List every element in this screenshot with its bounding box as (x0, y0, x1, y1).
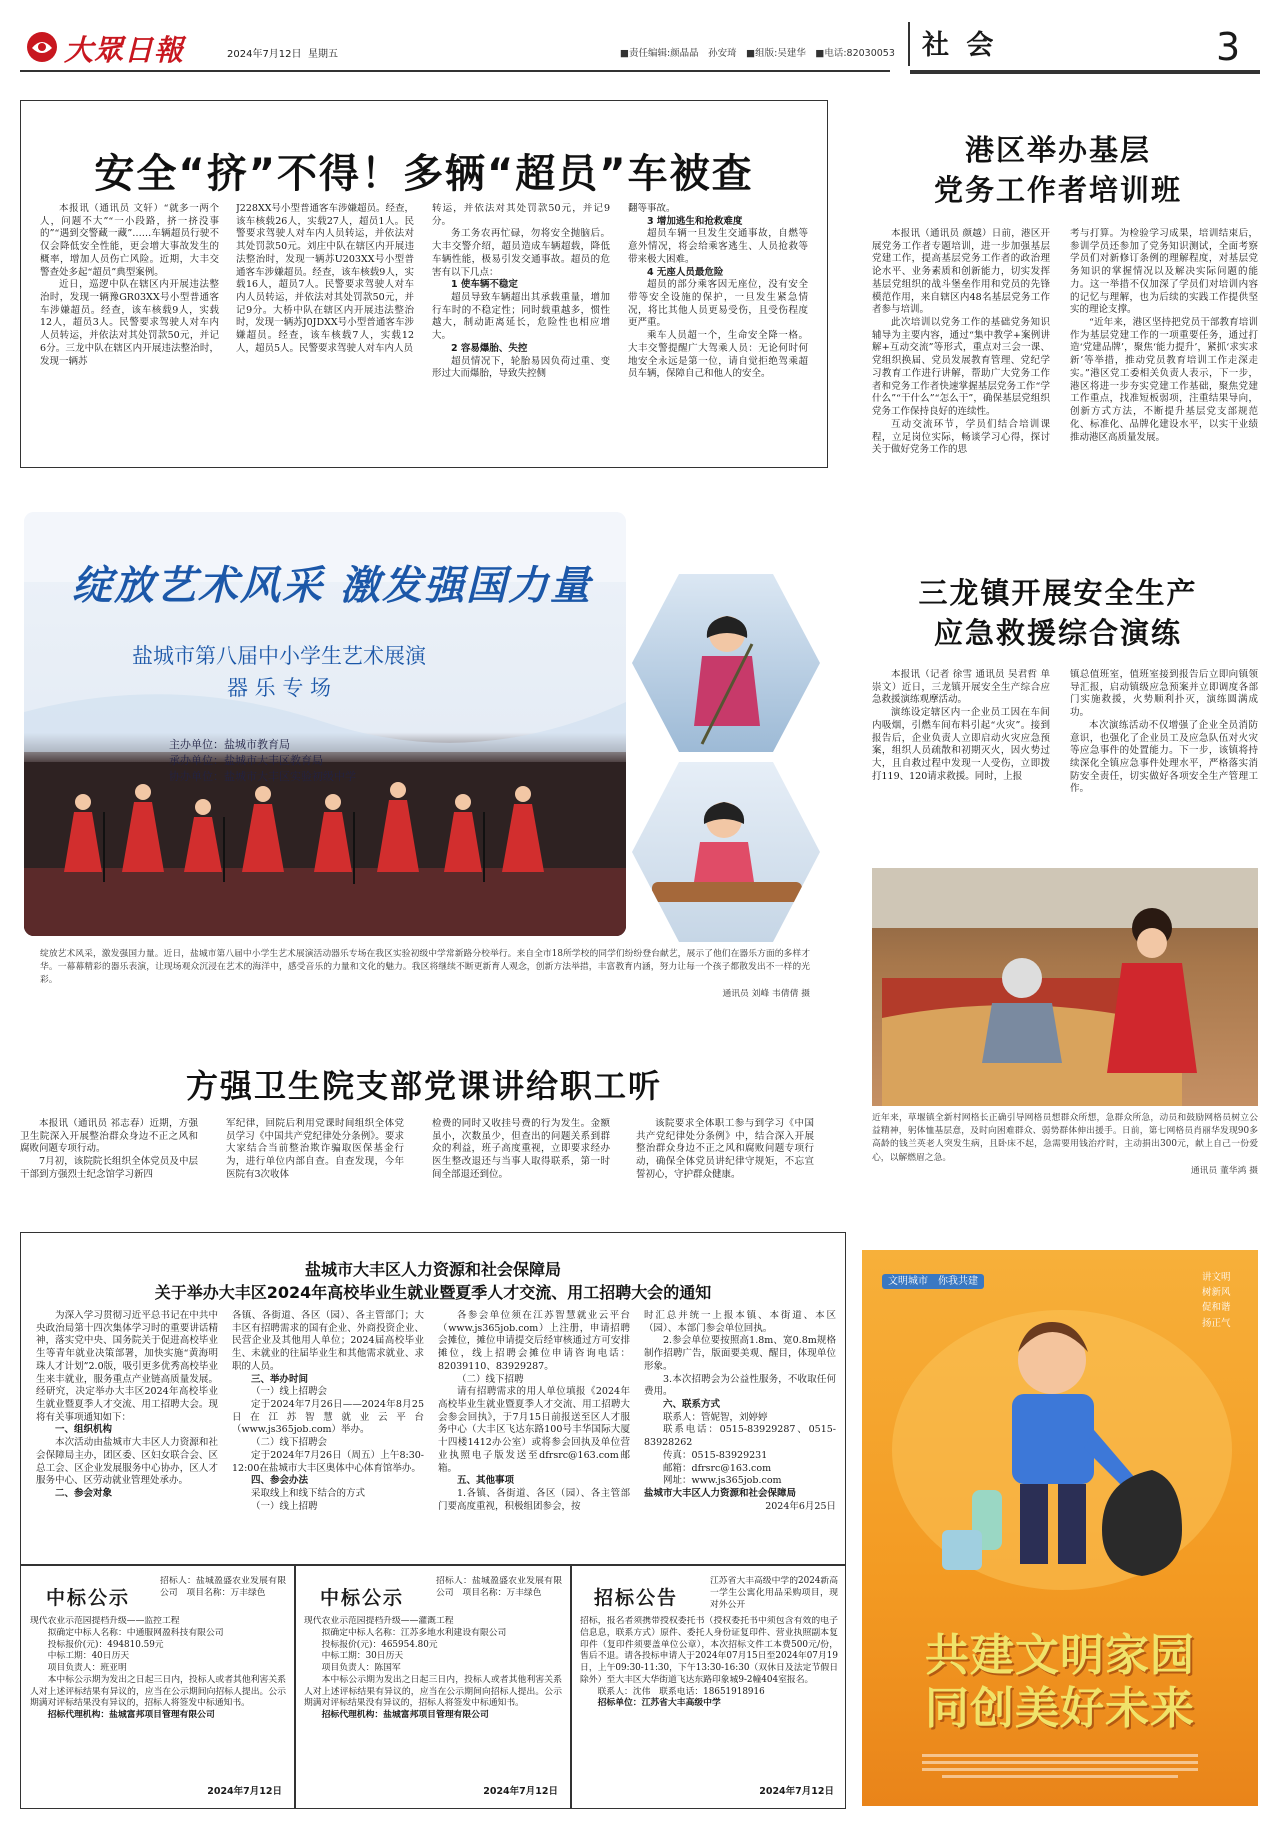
paragraph: 时汇总并统一上报本镇、本街道、本区（园）、本部门参会单位回执。 (644, 1310, 836, 1334)
notice-divider-v (570, 1564, 572, 1809)
paragraph: 互动交流环节，学员们结合培训课程，立足岗位实际，畅谈学习心得，探讨关于做好党务工作的思 (872, 418, 1050, 456)
article-port-headline (848, 130, 1268, 210)
paragraph: 邮箱：dfrsrc@163.com (663, 1462, 772, 1474)
notice-col1 (36, 1310, 218, 1546)
bid-agent: 招标代理机构：盐城富邦项目管理有限公司 (321, 1710, 489, 1721)
paragraph: 1.各镇、各街道、各区（园）、各主管部门要高度重视，积极组团参会，按 (438, 1488, 630, 1512)
bid-notice-1 (30, 1576, 286, 1806)
section-name: 社 会 (922, 30, 998, 61)
art-stage-photo (24, 512, 626, 936)
art-photo-caption (40, 948, 810, 1001)
subhead: （二）线下招聘 (457, 1373, 524, 1385)
photo-credit: 通讯员 董华鸿 摄 (1190, 1165, 1258, 1176)
logo-text: 大眾日報 (64, 33, 185, 67)
editor-line: ■责任编辑:颜晶晶 孙安琦 ■组版:吴建华 ■电话:82030053 (620, 48, 895, 59)
paragraph: 此次培训以党务工作的基础党务知识辅导为主要内容，通过“集中教学+案例讲解+互动交流”等形式，重点对三会一课、党组织换届、党员发展教育管理、党纪学习教育工作进行讲解，帮助广大党务工作者和党务工作者快速掌握基层党务工作“学什么”“干什么”“怎么干”，确保基层党组织党务工作保持良好的连续性。 (872, 317, 1050, 418)
paragraph: 为深入学习贯彻习近平总书记在中共中央政治局第十四次集体学习时的重要讲话精神，落实党中央、国务院关于促进高校毕业生等青年就业决策部署，加快实施“黄海明珠人才计划”2.0版，吸引更多优秀高校毕业生来丰就业，服务重点产业链高质量发展。经研究，决定举办大丰区2024年高校毕业生就业暨夏季人才交流、用工招聘大会。现将有关事项通知如下： (36, 1310, 218, 1423)
bid-notice-2 (304, 1576, 562, 1806)
tender-notice-date: 2024年7月12日 (759, 1786, 834, 1797)
paragraph: 联系人：沈伟 联系电话：18651918916 (597, 1686, 765, 1697)
tender-notice-head: 江苏省大丰高级中学的2024新高一学生公寓化用品采购项目，现对外公开 (710, 1576, 838, 1610)
poster-title-line: 共建文明家园 (925, 1630, 1195, 1681)
paragraph: 本次演练活动不仅增强了企业全员消防意识，也强化了企业员工及应急队伍对火灾等应急事件的处置能力。下一步，该镇将持续深化全镇应急事件处理水平，严格落实消防安全责任，切实做好各项安全生产管理工作。 (1070, 719, 1258, 795)
bid-notice-title: 中标公示 (46, 1587, 131, 1609)
paragraph: 项目负责人：班亚明 (47, 1663, 127, 1674)
tender-unit: 招标单位：江苏省大丰高级中学 (597, 1698, 721, 1709)
headline-line: 应急救援综合演练 (933, 616, 1182, 651)
newspaper-logo (24, 28, 202, 66)
bid-notice-body (304, 1616, 562, 1776)
paragraph: 超员导致车辆超出其承载重量，增加行车时的不稳定性；同时载重越多，惯性越大，制动距离延长，危险性也相应增大。 (432, 292, 610, 342)
article-port-col2 (1070, 228, 1258, 530)
paragraph: 招标，报名者须携带授权委托书（授权委托书中须包含有效的电子信息息，联系方式）原件、委托人身份证复印件、营业执照副本复印件（复印件须要盖单位公章），本次招标文件工本费500元/份，售后不退。请各投标申请人于2024年07月15日至2024年07月19日，上午09:30-11:30，下午13:30-16:30（双休日及法定节假日除外）至大丰区大华街道飞达东路印象城9-2幢404室报名。 (580, 1616, 838, 1685)
notice-col4 (644, 1310, 836, 1560)
subhead: （一）线上招聘 (251, 1500, 318, 1512)
poster-boy-illustration (862, 1290, 1258, 1600)
paragraph: 超员情况下，轮胎易因负荷过重、变形过大而爆胎，导致失控侧 (432, 355, 610, 380)
page-number: 3 (1216, 25, 1241, 69)
bid-notice-date: 2024年7月12日 (483, 1786, 558, 1797)
civility-poster (862, 1250, 1258, 1806)
poster-title-line: 同创美好未来 (925, 1682, 1195, 1734)
bid-agent: 招标代理机构：盐城富邦项目管理有限公司 (47, 1710, 215, 1721)
bid-notice-title: 中标公示 (320, 1587, 405, 1609)
photo-credit: 通讯员 刘峰 韦倩倩 摄 (722, 988, 810, 999)
notice-org: 盐城市大丰区人力资源和社会保障局 (304, 1260, 561, 1279)
subhead: 六、联系方式 (663, 1399, 721, 1411)
article-hospital-col1 (20, 1118, 198, 1198)
paragraph: 2.参会单位要按照高1.8m、宽0.8m规格制作招聘广告，版面要美观、醒目，体现单位形象。 (644, 1335, 836, 1372)
subhead: 二、参会对象 (55, 1488, 113, 1500)
article-overload-col1 (40, 203, 219, 453)
subhead: 四、参会办法 (251, 1475, 309, 1487)
poster-top-text: 文明城市 你我共建 (882, 1274, 984, 1289)
paragraph: 联系电话：0515-83929287、0515-83928262 (644, 1424, 836, 1449)
paragraph: 现代农业示范园提档升级——灌溉工程 (304, 1616, 454, 1626)
article-sanlong-col1 (872, 669, 1050, 829)
paragraph: 中标工期：30日历天 (321, 1651, 404, 1662)
paragraph: 镇总值班室，值班室接到报告后立即向镇领导汇报，启动镇级应急预案并立即调度各部门实施救援，火势顺利扑灭，演练圆满成功。 (1070, 669, 1258, 719)
article-hospital-col2 (226, 1118, 404, 1198)
caption-text: 近年来，草堰镇全新村网格长正确引导网格员想群众所想，急群众所急，动员和鼓励网格员树立公益精神，躬体恤基层意，及时向困难群众、弱势群体伸出援手。日前，第七网格员肖丽华发现90多高龄的钱兰英老人突发生病，且卧床不起，急需要用钱治疗时，主动捐出300元，献上自己一份爱心，以解燃眉之急。 (872, 1113, 1258, 1163)
paragraph: 近日，巡逻中队在辖区内开展违法整治时，发现一辆豫GR03XX号小型普通客车涉嫌超员。经查，该车核载9人，实载12人，超员3人。民警要求驾驶人对车内人员转运，并依法对其处罚款50元，并记6分。三龙中队在辖区内开展违法整治时，发现一辆苏 (40, 279, 219, 367)
paragraph: 中标工期：40日历天 (47, 1651, 130, 1662)
paragraph: 各镇、各街道、各区（园）、各主管部门；大丰区有招聘需求的国有企业、外商投资企业、民营企业及其他用人单位；2024届高校毕业生、未就业的往届毕业生和其他需求就业、求职的人员。 (232, 1310, 424, 1372)
subhead: 三、举办时间 (251, 1373, 309, 1385)
caption-text: 绽放艺术风采，激发强国力量。近日，盐城市第八届中小学生艺术展演活动器乐专场在我区实验初级中学常新路分校举行。来自全市18所学校的同学们纷纷登台献艺，展示了他们在器乐方面的多样才华。一幕幕精彩的器乐表演，让现场观众沉浸在艺术的海洋中，感受音乐的力量和文化的魅力。我区将继续不断更新育人观念，创新方法举措，丰富教育内涵，努力让每一个孩子都散发出不一样的光彩。 (40, 949, 810, 986)
bid-notice-date: 2024年7月12日 (207, 1786, 282, 1797)
paragraph: 乘车人员超一个，生命安全降一格。大丰交警提醒广大驾乘人员：无论何时何地安全永远是第一位，请自觉拒绝驾乘超员车辆，保障自己和他人的安全。 (628, 330, 808, 380)
paragraph: “近年来，港区坚持把党员干部教育培训作为基层党建工作的一项重要任务，通过打造‘党建品牌’，聚焦‘能力提升’，紧抓‘求实求新’等举措，推动党员教育培训工作走深走实。”港区党工委相关负责人表示，下一步，港区将进一步夯实党建工作基础，聚焦党建工作重点，找准短板弱项，注重结果导向，创新方式方法，不断提升基层党支部规范化、标准化、品牌化建设水平，以实干业绩推动港区高质量发展。 (1070, 317, 1258, 443)
notice-signature-org: 盐城市大丰区人力资源和社会保障局 (644, 1488, 797, 1500)
paragraph: 拟确定中标人名称：中通服网盈科技有限公司 (47, 1627, 224, 1638)
issue-weekday: 星期五 (308, 49, 338, 60)
photo-org: 协办单位：盐城市大丰区实验初级中学 (169, 770, 356, 783)
subhead: 2 容易爆胎、失控 (451, 342, 528, 354)
subhead: 五、其他事项 (457, 1475, 515, 1487)
paragraph: 本报讯（通讯员 文轩）“就多一两个人，问题不大”“一小段路，挤一挤没事的”“遇到交警藏一藏”……车辆超员行驶不仅会降低安全性能，更会增大事故发生的概率，增加人员伤亡风险。近期，大丰交警查处多起“超员”典型案例。 (40, 203, 219, 278)
article-overload-col4 (628, 203, 808, 453)
paragraph: 7月初，该院院长组织全体党员及中层干部到方强烈士纪念馆学习新四 (20, 1156, 198, 1180)
paragraph: 该院要求全体职工参与到学习《中国共产党纪律处分条例》中，结合深入开展整治群众身边不正之风和腐败问题专项行动，确保全体党员讲纪律守规矩，不忘宣誓初心，守护群众健康。 (636, 1118, 814, 1180)
paragraph: 联系人：管妮智，刘婷婷 (663, 1411, 768, 1423)
photo-title: 绽放艺术风采 激发强国力量 (72, 562, 592, 609)
paragraph: 请有招聘需求的用人单位填报《2024年高校毕业生就业暨夏季人才交流、用工招聘大会参会回执》，于7月15日前报送至区人才服务中心（大丰区飞达东路100号丰华国际大厦十四楼1412办公室）或将参会回执及单位营业执照电子版发送至dfrsrc@163.com邮箱。 (438, 1386, 630, 1474)
masthead-rule-right (910, 70, 1260, 74)
bid-notice-body (30, 1616, 286, 1776)
paragraph: 定于2024年7月26日（周五）上午8:30-12:00在盐城市大丰区奥体中心体育馆举办。 (232, 1449, 424, 1474)
paragraph: 军纪律，回院后利用党课时间组织全体党员学习《中国共产党纪律处分条例》。要求大家结合当前整治欺诈骗取医保基金行为，进行单位内部自查。自查发现，今年医院有3次收体 (226, 1118, 404, 1180)
paragraph: 本次活动由盐城市大丰区人力资源和社会保障局主办，团区委、区妇女联合会、区总工会、区企业发展服务中心协办，区人才服务中心、区劳动就业管理处承办。 (36, 1437, 218, 1487)
paragraph: 翻等事故。 (628, 203, 676, 214)
masthead-divider (908, 22, 910, 66)
subhead: （一）线上招聘会 (251, 1386, 328, 1398)
paragraph: 3.本次招聘会为公益性服务，不收取任何费用。 (644, 1373, 836, 1398)
paragraph: 本报讯（记者 徐雪 通讯员 吴君哲 单崇文）近日，三龙镇开展安全生产综合应急救援演练观摩活动。 (872, 669, 1050, 706)
masthead-rule (20, 70, 890, 72)
slogan: 扬正气 (1202, 1317, 1231, 1329)
article-hospital-headline: 方强卫生院支部党课讲给职工听 (185, 1067, 662, 1105)
paragraph: 本中标公示期为发出之日起三日内，投标人或者其他利害关系人对上述评标结果有异议的，应当在公示期间向招标人提出。公示期满对评标结果没有异议的，招标人将签发中标通知书。 (304, 1674, 562, 1709)
subhead: （二）线下招聘会 (251, 1437, 328, 1449)
poster-fine-print (922, 1750, 1198, 1790)
bid-notice-head: 招标人：盐城盈盛农业发展有限公司 项目名称：万丰绿色 (160, 1576, 286, 1598)
photo-subtitle: 盐城市第八届中小学生艺术展演 (132, 644, 426, 668)
paragraph: 本中标公示期为发出之日起三日内，投标人或者其他利害关系人对上述评标结果有异议的，应当在公示期间向招标人提出。公示期满对评标结果没有异议的，招标人将签发中标通知书。 (30, 1674, 286, 1709)
subhead: 一、组织机构 (55, 1424, 113, 1436)
paragraph: 务工务农再忙碌，勿将安全抛脑后。大丰交警介绍，超员造成车辆超载，降低车辆性能，极易引发交通事故。超员的危害有以下几点： (432, 228, 610, 278)
slogan: 促和谐 (1202, 1302, 1231, 1314)
notice-col2 (232, 1310, 424, 1546)
paragraph: 项目负责人：陈国军 (321, 1663, 401, 1674)
masthead (20, 22, 1260, 72)
paragraph: 采取线上和线下结合的方式 (251, 1488, 366, 1500)
tender-notice-body (580, 1616, 838, 1781)
paragraph: 定于2024年7月26日——2024年8月25日在江苏智慧就业云平台（www.js365job.com）举办。 (232, 1399, 424, 1436)
paragraph: 演练设定辖区内一企业员工因在车间内吸烟，引燃车间布料引起“火灾”。接到报告后，企业负责人立即启动火灾应急预案，组织人员疏散和初期灭火，因火势过大，且自救过程中发现一人受伤，立即拨打119、120请求救援。同时，上报 (872, 707, 1050, 782)
issue-date: 2024年7月12日 (227, 49, 302, 60)
paragraph: J228XX号小型普通客车涉嫌超员。经查，该车核载26人，实载27人，超员1人。民警要求驾驶人对车内人员转运，并依法对其处罚款50元。刘庄中队在辖区内开展违法整治时，发现一辆苏U203XX号小型普通客车涉嫌超员。经查，该车核载9人，实载16人，超员7人。民警要求驾驶人对车内人员转运，并依法对其处罚款50元，并记9分。大桥中队在辖区内开展违法整治时，发现一辆苏J0JDXX号小型普通客车涉嫌超员。经查，该车核载7人，实载12人，超员5人。民警要求驾驶人对车内人员 (236, 203, 414, 354)
article-overload-col3 (432, 203, 610, 453)
notice-signature-date: 2024年6月25日 (765, 1500, 836, 1512)
photo-org: 承办单位：盐城市大丰区教育局 (169, 754, 323, 767)
paragraph: 转运，并依法对其处罚款50元，并记9分。 (432, 203, 610, 227)
paragraph: 本报讯（通讯员 祁志春）近期，方强卫生院深入开展整治群众身边不正之风和腐败问题专项行动。 (20, 1118, 198, 1155)
paragraph: 本报讯（通讯员 颜越）日前，港区开展党务工作者专题培训，进一步加强基层党建工作，提高基层党务工作者的政治理论水平、业务素质和创新能力，切实发挥基层党组织的战斗堡垒作用和党员的先锋模范作用，来自辖区内48名基层党务工作者参与培训。 (872, 228, 1050, 316)
notice-col3 (438, 1310, 630, 1546)
paragraph: 投标报价(元)：494810.59元 (47, 1639, 164, 1650)
paragraph: 投标报价(元)：465954.80元 (321, 1639, 438, 1650)
article-hospital-col3 (432, 1118, 610, 1198)
elderly-care-photo (872, 868, 1258, 1106)
elderly-care-caption (872, 1112, 1258, 1178)
photo-org: 主办单位：盐城市教育局 (169, 738, 290, 751)
poster-title (862, 1630, 1258, 1736)
paragraph: 考与打算。为检验学习成果，培训结束后，参训学员还参加了党务知识测试，全面考察学员们对新修订条例的理解程度，对基层党务知识的掌握情况以及解决实际问题的能力。这一举措不仅加深了学员们对培训内容的记忆与理解，也为后续的实践工作提供坚实的理论支撑。 (1070, 228, 1258, 316)
notice-divider-v (294, 1564, 296, 1809)
bid-notice-head: 招标人：盐城盈盛农业发展有限公司 项目名称：万丰绿色 (436, 1576, 562, 1598)
paragraph: 超员的部分乘客因无座位，没有安全带等安全设施的保护，一旦发生紧急情况，将比其他人员更易受伤，且受伤程度更严重。 (628, 279, 808, 329)
article-sanlong-headline (848, 573, 1268, 653)
slogan: 树新风 (1202, 1287, 1231, 1299)
photo-subtitle-2: 器 乐 专 场 (226, 676, 332, 700)
paragraph: 传真：0515-83929231 (663, 1449, 768, 1461)
paragraph: 超员车辆一旦发生交通事故，自燃等意外情况，将会给乘客逃生、人员抢救等带来极大困难。 (628, 228, 808, 265)
notice-headline: 关于举办大丰区2024年高校毕业生就业暨夏季人才交流、用工招聘大会的通知 (154, 1283, 712, 1302)
tender-notice-title: 招标公告 (594, 1587, 679, 1609)
notice-divider (20, 1564, 846, 1566)
article-overload-col2 (236, 203, 414, 453)
article-port-col1 (872, 228, 1050, 530)
headline-line: 三龙镇开展安全生产 (918, 576, 1198, 610)
article-sanlong-col2 (1070, 669, 1258, 829)
headline-line: 党务工作者培训班 (933, 173, 1182, 208)
headline-line: 港区举办基层 (964, 133, 1151, 167)
paragraph: 现代农业示范园提档升级——监控工程 (30, 1616, 180, 1626)
paragraph: 拟确定中标人名称：江苏多地水利建设有限公司 (321, 1627, 507, 1638)
paragraph: 检费的同时又收挂号费的行为发生。金额虽小，次数虽少，但查出的问题关系到群众的利益，班子高度重视，立即要求经办医生整改退还与当事人取得联系，第一时间全部退还到位。 (432, 1118, 610, 1180)
article-hospital-col4 (636, 1118, 814, 1198)
subhead: 3 增加逃生和抢救难度 (647, 215, 743, 227)
subhead: 1 使车辆不稳定 (451, 279, 518, 291)
care-scene-illustration (872, 868, 1258, 1106)
article-overload-headline: 安全“挤”不得！多辆“超员”车被查 (94, 151, 754, 197)
paragraph: 各参会单位须在江苏智慧就业云平台（www.js365job.com）上注册，申请招聘会摊位，摊位申请提交后经审核通过方可安排摊位，线上招聘会摊位申请咨询电话：82039110、83929287。 (438, 1310, 630, 1372)
tender-notice (580, 1576, 838, 1806)
subhead: 4 无座人员最危险 (647, 266, 724, 278)
paragraph: 网址：www.js365job.com (663, 1475, 782, 1487)
slogan: 讲文明 (1202, 1272, 1231, 1283)
